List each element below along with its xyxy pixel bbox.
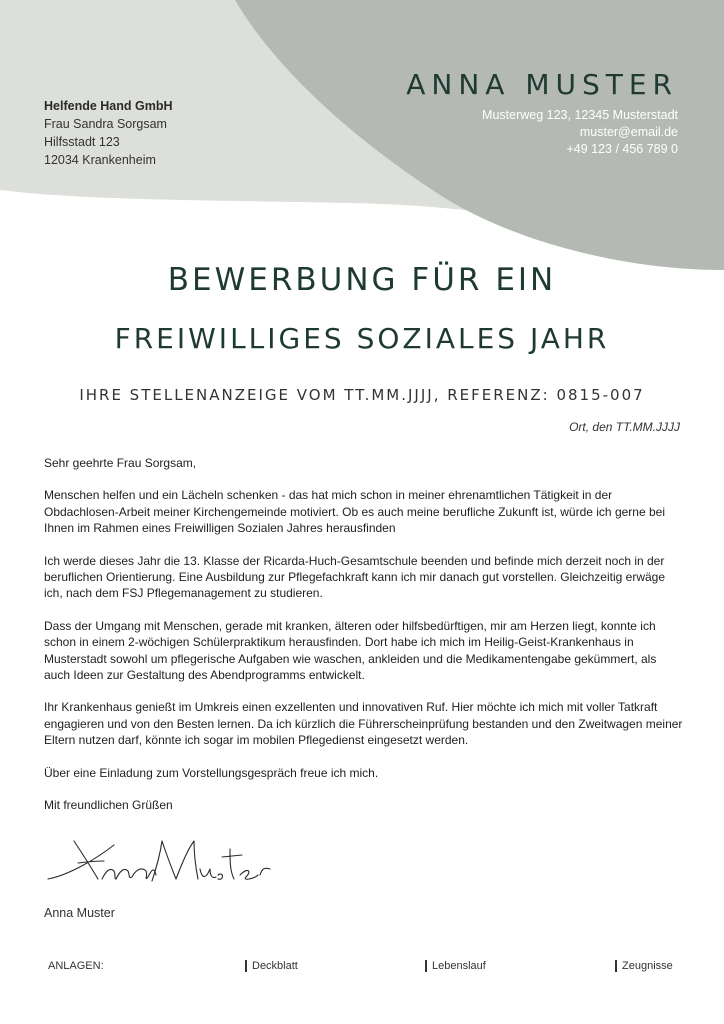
sender-name: ANNA MUSTER [406,68,678,101]
attachments-row [44,958,684,976]
closing: Mit freundlichen Grüßen [44,798,173,813]
sender-phone: +49 123 / 456 789 0 [566,142,678,156]
recipient-contact: Frau Sandra Sorgsam [44,117,167,131]
attachment-item: Deckblatt [245,960,298,972]
paragraph-5: Über eine Einladung zum Vorstellungsgespräch freue ich mich. [44,765,379,780]
sender-email: muster@email.de [579,125,678,139]
salutation: Sehr geehrte Frau Sorgsam, [44,456,197,470]
recipient-company: Helfende Hand GmbH [44,99,173,113]
paragraph-4: Ihr Krankenhaus genießt im Umkreis einen exzellenten und innovativen Ruf. Hier möchte ich mich mit voller Tatkraft engagieren und von den Besten lernen. Da ich kürzlich die Führerscheinprüfung bestanden und den Zweitwagen meiner Eltern nutzen darf, könnte ich sogar im mobilen Pflegedienst eingesetzt werden. [44,700,683,748]
recipient-address [44,97,173,169]
subject-line: IHRE STELLENANZEIGE VOM TT.MM.JJJJ, REFERENZ: 0815-007 [79,386,645,404]
attachments-label: ANLAGEN: [48,960,104,972]
recipient-city: 12034 Krankenheim [44,153,156,167]
paragraph-1: Menschen helfen und ein Lächeln schenken - das hat mich schon in meiner ehrenamtlichen Tätigkeit in der Obdachlosen-Arbeit meiner Kirchengemeinde motiviert. Ob es auch meine berufliche Zukunft ist, würde ich gerne bei Ihnen im Rahmen eines Freiwilligen Sozialen Jahres herausfinden [44,488,665,536]
date-line: Ort, den TT.MM.JJJJ [569,420,680,434]
attachment-item: Lebenslauf [425,960,486,972]
attachment-item: Zeugnisse [615,960,673,972]
document-title-line2: FREIWILLIGES SOZIALES JAHR [114,322,610,355]
sender-block [406,68,678,158]
document-title-line1: BEWERBUNG FÜR EIN [167,262,557,298]
recipient-street: Hilfsstadt 123 [44,135,120,149]
handwritten-signature [44,835,274,890]
sender-address: Musterweg 123, 12345 Musterstadt [482,108,678,122]
letter-body [44,455,684,830]
paragraph-2: Ich werde dieses Jahr die 13. Klasse der Ricarda-Huch-Gesamtschule beenden und befinde mich derzeit noch in der beruflichen Orientierung. Eine Ausbildung zur Pflegefachkraft kann ich mir danach gut vorstellen. Gleichzeitig erwäge ich, nach dem FSJ Pflegemanagement zu studieren. [44,553,666,601]
signer-name: Anna Muster [44,906,115,920]
paragraph-3: Dass der Umgang mit Menschen, gerade mit kranken, älteren oder hilfsbedürftigen, mir am Herzen liegt, konnte ich schon in einem 2-wöchigen Schülerpraktikum herausfinden. Dort habe ich mich im Heilig-Geist-Krankenhaus in Musterstadt sowohl um pflegerische Aufgaben wie waschen, ankleiden und die Medikamentengabe gekümmert, als auch Ideen zur Gestaltung des Abendprogramms entwickelt. [44,618,657,683]
